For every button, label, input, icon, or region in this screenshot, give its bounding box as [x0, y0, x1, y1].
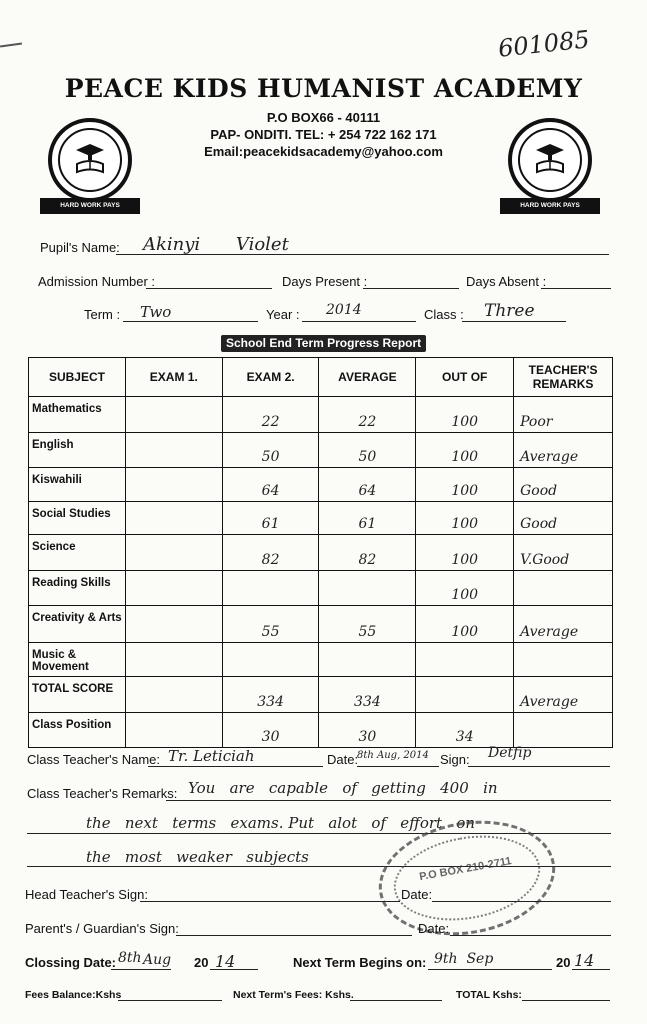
- out-of-cell: 100: [416, 397, 514, 433]
- header-out-of: OUT OF: [416, 358, 514, 397]
- parent-guardian-date-line: [450, 935, 611, 936]
- table-header-row: [29, 358, 613, 397]
- table-row: [29, 535, 613, 571]
- class-teacher-name-value: Tr. Leticiah: [168, 747, 255, 765]
- head-teacher-sign-line: [140, 901, 400, 902]
- subject-cell: Music & Movement: [29, 643, 126, 677]
- school-po-box: P.O BOX66 - 40111: [266, 110, 381, 125]
- remarks-text-line-1: You are capable of getting 400 in: [188, 779, 498, 797]
- motto-ribbon-left: HARD WORK PAYS: [40, 198, 140, 214]
- exam1-cell: [125, 397, 222, 433]
- date-line: [357, 766, 439, 767]
- out-of-cell: 100: [416, 606, 514, 643]
- exam1-cell: [125, 643, 222, 677]
- remarks-cell: [514, 571, 613, 606]
- total-fees-label: TOTAL Kshs:: [456, 989, 522, 1001]
- next-term-fees-line: [350, 1000, 442, 1001]
- remarks-text-line-2: the next terms exams. Put alot of effort on: [86, 814, 476, 832]
- parent-guardian-date-label: Date:: [418, 921, 450, 936]
- subject-cell: Reading Skills: [29, 571, 126, 606]
- class-label: Class :: [424, 307, 464, 322]
- exam1-cell: [125, 468, 222, 502]
- exam1-cell: [125, 502, 222, 535]
- book-cap-emblem-icon: [534, 142, 566, 176]
- term-value: Two: [140, 303, 172, 321]
- class-teacher-name-label: Class Teacher's Name:: [27, 752, 161, 767]
- header-teacher-remarks: TEACHER'S REMARKS: [514, 358, 613, 397]
- exam1-cell: [125, 535, 222, 571]
- average-cell: 30: [319, 713, 416, 748]
- out-of-cell: [416, 643, 514, 677]
- next-term-year-prefix: 20: [556, 955, 571, 970]
- motto-ribbon-right: HARD WORK PAYS: [500, 198, 600, 214]
- average-cell: 334: [319, 677, 416, 713]
- closing-date-label: Clossing Date:: [25, 955, 117, 970]
- average-cell: 50: [319, 433, 416, 468]
- average-cell: 55: [319, 606, 416, 643]
- progress-report-table: [28, 357, 613, 748]
- year-line: [302, 321, 416, 322]
- exam2-cell: 55: [222, 606, 319, 643]
- parent-guardian-sign-label: Parent's / Guardian's Sign:: [25, 921, 179, 936]
- average-cell: 22: [319, 397, 416, 433]
- header-exam2: EXAM 2.: [222, 358, 319, 397]
- school-telephone: PAP- ONDITI. TEL: + 254 722 162 171: [210, 127, 437, 142]
- closing-month-value: Aug: [143, 952, 172, 968]
- pupil-name-label: Pupil's Name:: [40, 240, 120, 255]
- table-row: [29, 433, 613, 468]
- year-label: Year :: [266, 307, 300, 322]
- header-exam1: EXAM 1.: [125, 358, 222, 397]
- subject-cell: Social Studies: [29, 502, 126, 535]
- table-row: [29, 502, 613, 535]
- closing-day-value: 8th: [118, 950, 142, 966]
- year-value: 2014: [326, 302, 362, 318]
- out-of-cell: 100: [416, 502, 514, 535]
- subject-cell: Mathematics: [29, 397, 126, 433]
- teacher-signature: Detfip: [488, 745, 532, 761]
- remarks-cell: [514, 643, 613, 677]
- exam2-cell: [222, 571, 319, 606]
- fees-balance-label: Fees Balance:Kshs: [25, 989, 122, 1001]
- table-row: [29, 606, 613, 643]
- next-term-value: 9th Sep: [434, 951, 494, 967]
- exam2-cell: 30: [222, 713, 319, 748]
- subject-cell: Class Position: [29, 713, 126, 748]
- report-title-banner: School End Term Progress Report: [221, 335, 426, 352]
- remarks-cell: Average: [514, 606, 613, 643]
- subject-cell: Kiswahili: [29, 468, 126, 502]
- school-logo-right: [500, 118, 600, 228]
- table-row: [29, 468, 613, 502]
- exam1-cell: [125, 606, 222, 643]
- subject-cell: Science: [29, 535, 126, 571]
- exam1-cell: [125, 713, 222, 748]
- out-of-cell: [416, 677, 514, 713]
- days-absent-line: [541, 288, 611, 289]
- remarks-cell: V.Good: [514, 535, 613, 571]
- remarks-cell: Average: [514, 677, 613, 713]
- out-of-cell: 100: [416, 535, 514, 571]
- class-teacher-name-line: [148, 766, 323, 767]
- average-cell: 61: [319, 502, 416, 535]
- remarks-cell: Poor: [514, 397, 613, 433]
- remarks-text-line-3: the most weaker subjects: [86, 848, 309, 866]
- table-row: [29, 571, 613, 606]
- fees-balance-line: [118, 1000, 222, 1001]
- out-of-cell: 100: [416, 468, 514, 502]
- class-value: Three: [484, 301, 535, 321]
- subject-cell: Creativity & Arts: [29, 606, 126, 643]
- book-cap-emblem-icon: [74, 142, 106, 176]
- next-term-fees-label: Next Term's Fees: Kshs.: [233, 989, 354, 1001]
- exam1-cell: [125, 433, 222, 468]
- remarks-cell: Good: [514, 468, 613, 502]
- next-term-line: [428, 969, 552, 970]
- out-of-cell: 100: [416, 433, 514, 468]
- table-row: [29, 397, 613, 433]
- term-line: [123, 321, 258, 322]
- remarks-cell: Good: [514, 502, 613, 535]
- head-teacher-sign-label: Head Teacher's Sign:: [25, 887, 148, 902]
- total-fees-line: [522, 1000, 610, 1001]
- exam1-cell: [125, 677, 222, 713]
- exam2-cell: 82: [222, 535, 319, 571]
- next-term-begins-label: Next Term Begins on:: [293, 955, 427, 970]
- school-name: PEACE KIDS HUMANIST ACADEMY: [64, 74, 583, 103]
- out-of-cell: 100: [416, 571, 514, 606]
- next-term-year-suffix: 14: [574, 951, 595, 970]
- subject-cell: TOTAL SCORE: [29, 677, 126, 713]
- table-row: [29, 643, 613, 677]
- exam1-cell: [125, 571, 222, 606]
- average-cell: 82: [319, 535, 416, 571]
- table-row: [29, 713, 613, 748]
- exam2-cell: 334: [222, 677, 319, 713]
- parent-guardian-sign-line: [176, 935, 412, 936]
- exam2-cell: 22: [222, 397, 319, 433]
- exam2-cell: 50: [222, 433, 319, 468]
- pupil-name-value: Akinyi Violet: [143, 234, 289, 255]
- header-average: AVERAGE: [319, 358, 416, 397]
- head-teacher-date-line: [432, 901, 611, 902]
- sign-line: [468, 766, 610, 767]
- stamp-text: P.O BOX 210-2711: [418, 855, 513, 884]
- class-line: [462, 321, 566, 322]
- school-logo-left: [40, 118, 140, 228]
- days-present-line: [363, 288, 459, 289]
- scan-mark: [0, 42, 22, 47]
- closing-year-prefix: 20: [194, 955, 209, 970]
- out-of-cell: 34: [416, 713, 514, 748]
- remarks-cell: [514, 713, 613, 748]
- reference-number: 601085: [496, 25, 591, 63]
- average-cell: [319, 571, 416, 606]
- remarks-line-1: [166, 800, 611, 801]
- class-teacher-remarks-label: Class Teacher's Remarks:: [27, 786, 178, 801]
- date-label: Date:: [327, 752, 359, 767]
- term-label: Term :: [84, 307, 121, 322]
- closing-day-line: [111, 969, 171, 970]
- closing-year-suffix: 14: [215, 952, 236, 971]
- average-cell: 64: [319, 468, 416, 502]
- admission-number-line: [146, 288, 272, 289]
- remarks-cell: Average: [514, 433, 613, 468]
- admission-number-label: Admission Number :: [38, 274, 156, 289]
- table-row: [29, 677, 613, 713]
- days-absent-label: Days Absent :: [466, 274, 547, 289]
- school-email: Email:peacekidsacademy@yahoo.com: [204, 144, 443, 159]
- head-teacher-date-label: Date:: [401, 887, 433, 902]
- sign-label: Sign:: [440, 752, 470, 767]
- average-cell: [319, 643, 416, 677]
- exam2-cell: 61: [222, 502, 319, 535]
- days-present-label: Days Present :: [282, 274, 368, 289]
- subject-cell: English: [29, 433, 126, 468]
- exam2-cell: [222, 643, 319, 677]
- header-subject: SUBJECT: [29, 358, 126, 397]
- date-value: 8th Aug, 2014: [357, 750, 429, 761]
- exam2-cell: 64: [222, 468, 319, 502]
